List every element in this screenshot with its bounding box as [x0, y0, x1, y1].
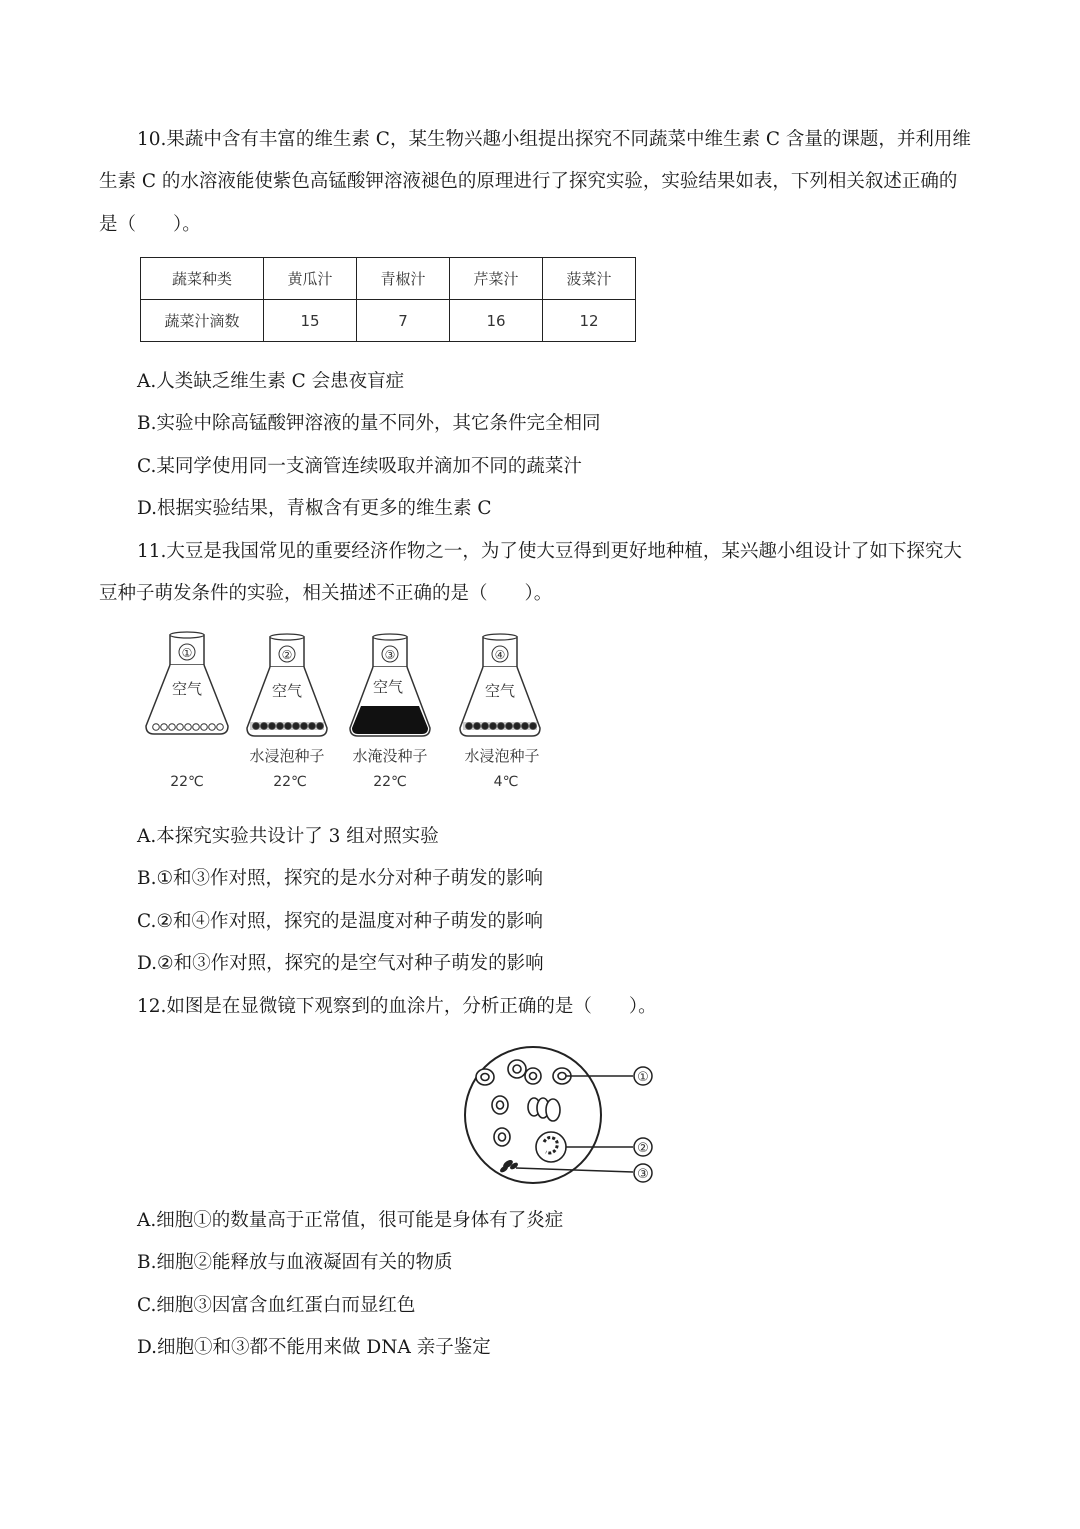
flask-1 — [146, 632, 228, 790]
seed-germination-figure — [140, 630, 560, 795]
flask-number: ④ — [494, 648, 506, 662]
flask-number: ① — [181, 646, 193, 660]
q10-option-b: B.实验中除高锰酸钾溶液的量不同外，其它条件完全相同 — [137, 413, 601, 434]
table-cell: 16 — [450, 300, 543, 342]
flask-note: 水浸泡种子 — [464, 747, 540, 765]
cell-label-2: ② — [637, 1141, 649, 1156]
q10-option-c: C.某同学使用同一支滴管连续吸取并滴加不同的蔬菜汁 — [137, 456, 582, 477]
table-cell: 12 — [543, 300, 636, 342]
flask-temperature: 22℃ — [273, 774, 307, 790]
cell-label-1: ① — [637, 1070, 649, 1085]
white-blood-cell — [536, 1132, 566, 1162]
q10-stem-line-1: 10.果蔬中含有丰富的维生素 C，某生物兴趣小组提出探究不同蔬菜中维生素 C 含量的课题，并利用维 — [137, 129, 971, 150]
q11-option-c: C.②和④作对照，探究的是温度对种子萌发的影响 — [137, 911, 543, 932]
flask-4 — [460, 634, 540, 790]
q11-option-a: A.本探究实验共设计了 3 组对照实验 — [137, 826, 439, 847]
air-label: 空气 — [171, 680, 203, 698]
flask-note: 水淹没种子 — [352, 747, 428, 765]
q10-option-d: D.根据实验结果，青椒含有更多的维生素 C — [137, 498, 492, 519]
blood-smear-figure — [460, 1042, 660, 1192]
cell-label-3: ③ — [637, 1167, 649, 1182]
q11-option-d: D.②和③作对照，探究的是空气对种子萌发的影响 — [137, 953, 544, 974]
flask-number: ③ — [384, 648, 396, 662]
flask-2 — [247, 634, 327, 790]
q12-option-b: B.细胞②能释放与血液凝固有关的物质 — [137, 1252, 453, 1273]
q12-option-c: C.细胞③因富含血红蛋白而显红色 — [137, 1295, 416, 1316]
table-cell: 青椒汁 — [357, 258, 450, 300]
table-cell: 15 — [264, 300, 357, 342]
flask-temperature: 22℃ — [373, 774, 407, 790]
air-label: 空气 — [484, 682, 516, 700]
q10-stem-line-3: 是（ ）。 — [99, 214, 201, 235]
air-label: 空气 — [271, 682, 303, 700]
q11-stem-line-2: 豆种子萌发条件的实验，相关描述不正确的是（ ）。 — [99, 583, 553, 604]
q12-stem-line-1: 12.如图是在显微镜下观察到的血涂片，分析正确的是（ ）。 — [137, 996, 657, 1017]
flask-number: ② — [281, 648, 293, 662]
table-header-cell: 蔬菜种类 — [141, 258, 264, 300]
table-row — [141, 258, 636, 300]
table-cell: 芹菜汁 — [450, 258, 543, 300]
flask-3 — [350, 634, 430, 790]
flask-temperature: 22℃ — [170, 774, 204, 790]
q10-stem-line-2: 生素 C 的水溶液能使紫色高锰酸钾溶液褪色的原理进行了探究实验，实验结果如表，下列相关叙述正确的 — [99, 171, 958, 192]
flask-temperature: 4℃ — [493, 774, 519, 790]
table-header-cell: 蔬菜汁滴数 — [141, 300, 264, 342]
flask-note: 水浸泡种子 — [249, 747, 325, 765]
air-label: 空气 — [372, 678, 404, 696]
vegetable-juice-table — [140, 257, 636, 342]
table-row — [141, 300, 636, 342]
q11-stem-line-1: 11.大豆是我国常见的重要经济作物之一，为了使大豆得到更好地种植，某兴趣小组设计了如下探究大 — [137, 541, 962, 562]
q12-option-d: D.细胞①和③都不能用来做 DNA 亲子鉴定 — [137, 1337, 491, 1358]
q12-option-a: A.细胞①的数量高于正常值，很可能是身体有了炎症 — [137, 1210, 564, 1231]
q11-option-b: B.①和③作对照，探究的是水分对种子萌发的影响 — [137, 868, 544, 889]
q10-option-a: A.人类缺乏维生素 C 会患夜盲症 — [137, 371, 405, 392]
table-cell: 7 — [357, 300, 450, 342]
table-cell: 菠菜汁 — [543, 258, 636, 300]
table-cell: 黄瓜汁 — [264, 258, 357, 300]
